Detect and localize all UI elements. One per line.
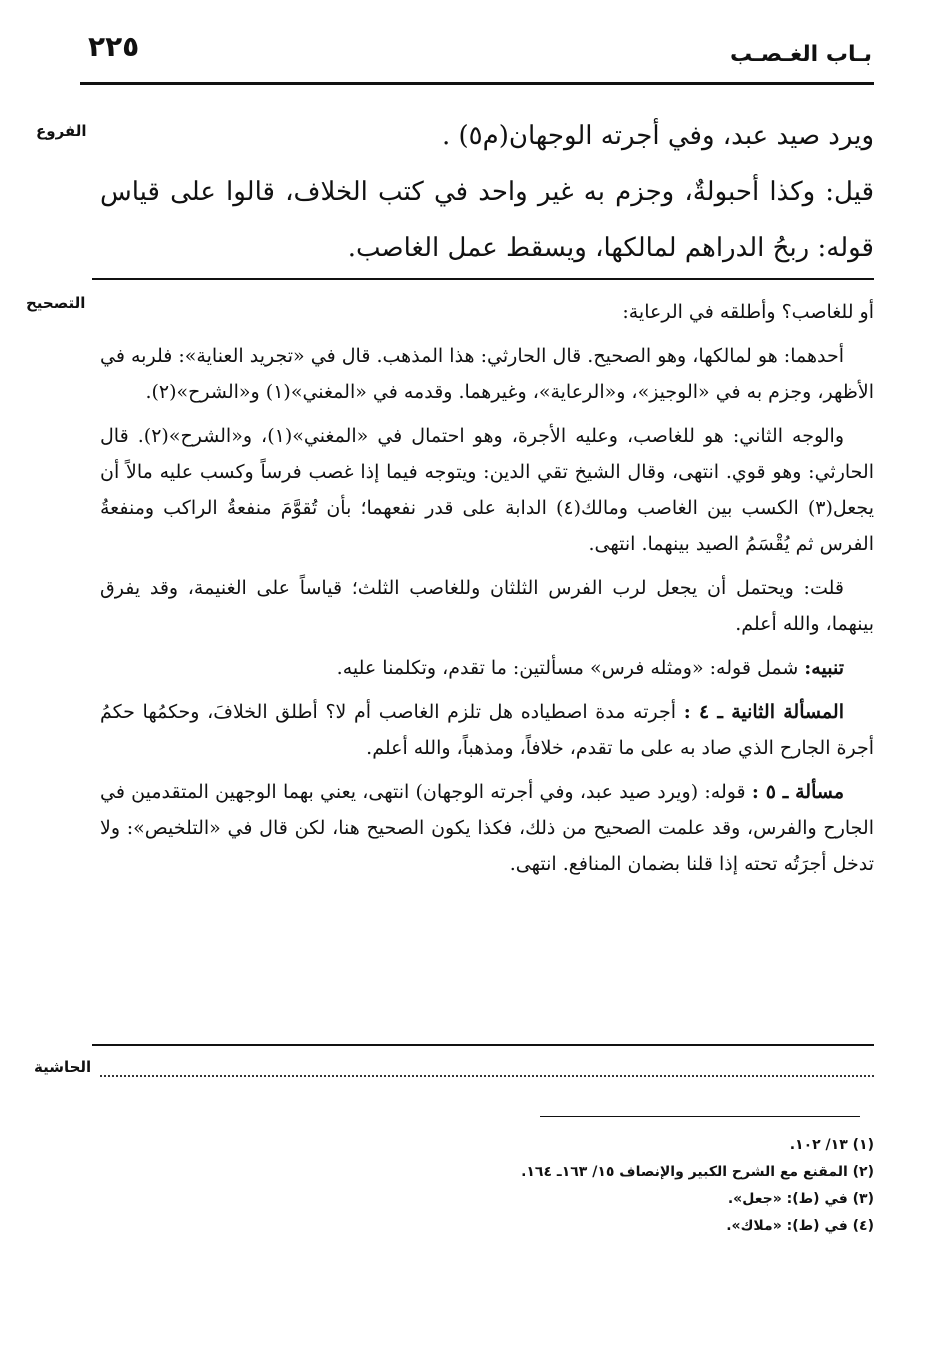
footnote: (٢) المقنع مع الشرح الكبير والإنصاف ١٥/ ١٦٣ـ ١٦٤. [521,1164,874,1180]
page-number: ٢٢٥ [88,30,140,63]
footnote: (١) ١٣/ ١٠٢. [789,1137,874,1153]
tashih-paragraph: أحدهما: هو لمالكها، وهو الصحيح. قال الحارثي: هذا المذهب. قال في «تجريد العناية»: فلربه في الأظهر، وجزم به في «الوجيز»، و«الرعاية»، وغيرهما. وقدمه في «المغني»(١) و«الشرح»(٢). [100,345,874,403]
header-rule [80,82,874,85]
section-divider [92,278,874,280]
tanbih-heading: تنبيه: [804,657,844,679]
tashih-paragraph: والوجه الثاني: هو للغاصب، وعليه الأجرة، وهو احتمال في «المغني»(١)، و«الشرح»(٢). قال الحارثي: وهو قوي. انتهى، وقال الشيخ تقي الدين: ويتوجه فيما إذا غصب فرساً وكسب عليه مالاً أن يجعل(٣) الكسب بين الغاصب ومالك(٤) الدابة على قدر نفعهما؛ بأن تُقوَّمَ منفعةُ الراكب ومنفعةُ الفرس ثم يُقْسَمُ الصيد بينهما. انتهى. [100,425,874,555]
furu-paragraph: ويرد صيد عبد، وفي أجرته الوجهان(م٥) . [441,121,874,151]
chapter-title: بـاب الغـصـب [729,42,872,67]
hashiya-dotted-line [100,1074,874,1077]
tashih-paragraph: قلت: ويحتمل أن يجعل لرب الفرس الثلثان وللغاصب الثلث؛ قياساً على الغنيمة، وقد يفرق بينهما، والله أعلم. [100,577,874,635]
tanbih-text: شمل قوله: «ومثله فرس» مسألتين: ما تقدم، وتكلمنا عليه. [336,657,799,679]
tashih-label: التصحيح [26,294,86,312]
masala-text: قوله: (ويرد صيد عبد، وفي أجرته الوجهان) انتهى، يعني بهما الوجهين المتقدمين في الجارح والفرس، وقد علمت الصحيح من ذلك، فكذا يكون الصحيح هنا، لكن قال في «التلخيص»: ولا تدخل أجرَتُه تحته إذا قلنا بضمان المنافع. انتهى. [100,781,874,875]
hashiya-label: الحاشية [34,1058,92,1076]
masala-heading: مسألة ـ ٥ : [751,781,844,803]
tashih-paragraph [100,774,874,882]
tashih-paragraph [100,650,874,686]
tashih-paragraph: أو للغاصب؟ وأطلقه في الرعاية: [622,301,874,323]
furu-section [100,108,874,276]
section-divider [92,1044,874,1046]
footnote-rule [540,1116,860,1117]
footnote: (٣) في (ط): «جعل». [727,1191,874,1207]
footnote: (٤) في (ط): «ملاك». [726,1218,874,1234]
furu-label: الفروع [36,122,87,140]
masala-heading: المسألة الثانية ـ ٤ : [683,701,844,723]
footnotes [100,1132,874,1240]
tashih-paragraph [100,694,874,766]
masala-text: أجرته مدة اصطياده هل تلزم الغاصب أم لا؟ أطلق الخلافَ، وحكمُها حكمُ أجرة الجارح الذي صاد به على ما تقدم، خلافاً، ومذهباً، والله أعلم. [100,701,874,759]
furu-paragraph: قيل: وكذا أحبولةٌ، وجزم به غير واحد في كتب الخلاف، قالوا على قياس قوله: ربحُ الدراهم لمالكها، ويسقط عمل الغاصب. [100,177,874,263]
tashih-section [100,294,874,890]
